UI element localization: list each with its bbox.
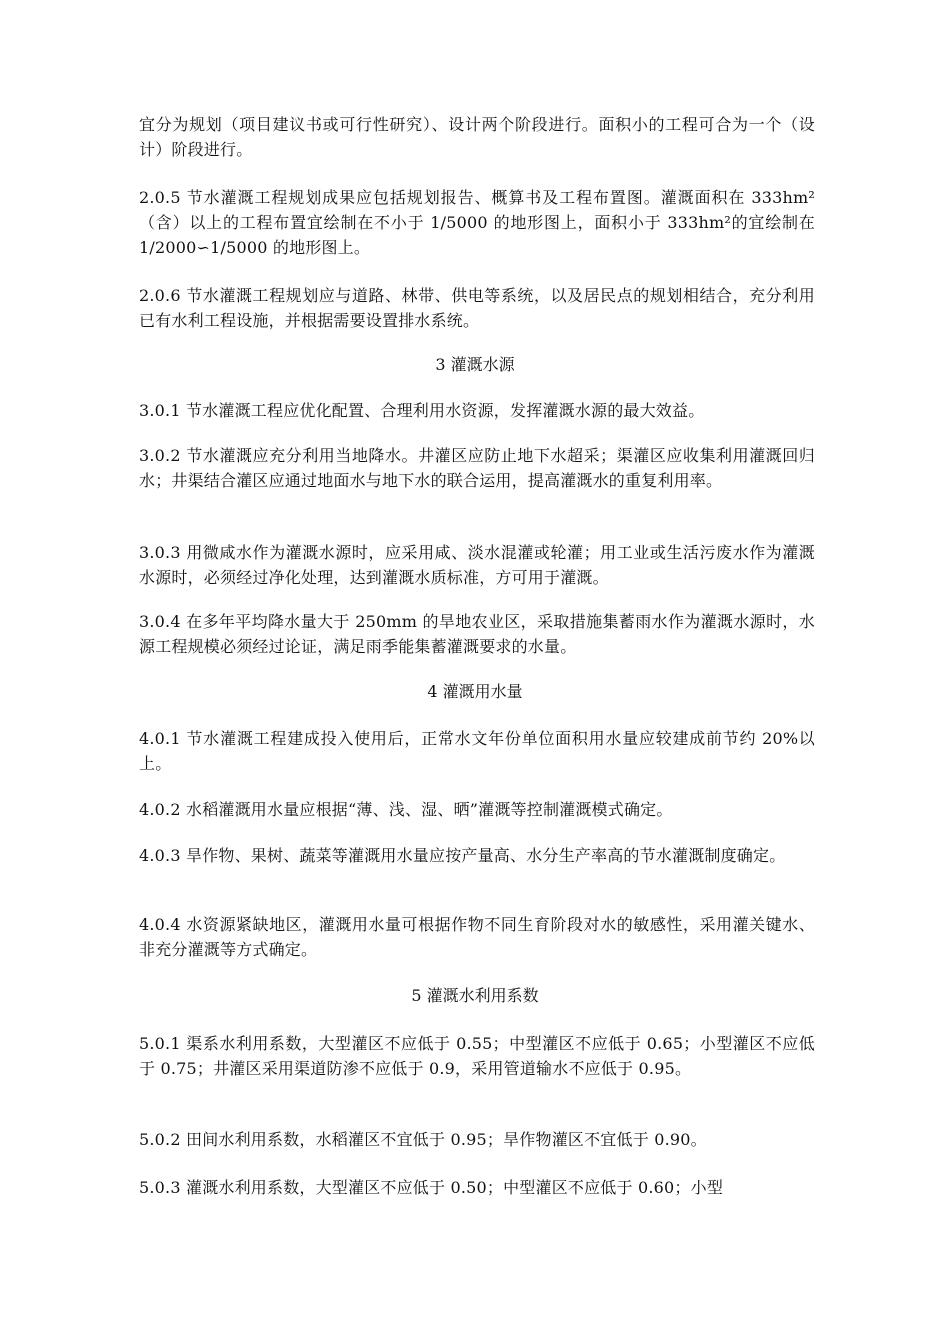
paragraph-4-0-3: 4.0.3 旱作物、果树、蔬菜等灌溉用水量应按产量高、水分生产率高的节水灌溉制度确定。 bbox=[139, 846, 786, 865]
paragraph-4-0-4: 4.0.4 水资源紧缺地区，灌溉用水量可根据作物不同生育阶段对水的敏感性，采用灌关键水、非充分灌溉等方式确定。 bbox=[139, 915, 815, 959]
paragraph-5-0-1: 5.0.1 渠系水利用系数，大型灌区不应低于 0.55；中型灌区不应低于 0.65；小型灌区不应低于 0.75；井灌区采用渠道防渗不应低于 0.9，采用管道输水不应低于 0.95。 bbox=[139, 1034, 815, 1078]
paragraph-3-0-3: 3.0.3 用微咸水作为灌溉水源时，应采用咸、淡水混灌或轮灌；用工业或生活污废水作为灌溉水源时，必须经过净化处理，达到灌溉水质标准，方可用于灌溉。 bbox=[139, 543, 815, 587]
paragraph-5-0-2: 5.0.2 田间水利用系数，水稻灌区不宜低于 0.95；旱作物灌区不宜低于 0.90。 bbox=[139, 1130, 707, 1149]
paragraph-intro: 宜分为规划（项目建议书或可行性研究）、设计两个阶段进行。面积小的工程可合为一个（设计）阶段进行。 bbox=[139, 115, 815, 159]
paragraph-5-0-3: 5.0.3 灌溉水利用系数，大型灌区不应低于 0.50；中型灌区不应低于 0.60；小型 bbox=[139, 1178, 724, 1197]
paragraph-2-0-6: 2.0.6 节水灌溉工程规划应与道路、林带、供电等系统，以及居民点的规划相结合，充分利用已有水利工程设施，并根据需要设置排水系统。 bbox=[139, 286, 815, 330]
paragraph-3-0-2: 3.0.2 节水灌溉应充分利用当地降水。井灌区应防止地下水超采；渠灌区应收集利用灌溉回归水；井渠结合灌区应通过地面水与地下水的联合运用，提高灌溉水的重复利用率。 bbox=[139, 446, 815, 490]
paragraph-4-0-2: 4.0.2 水稻灌溉用水量应根据“薄、浅、湿、晒”灌溉等控制灌溉模式确定。 bbox=[139, 800, 673, 819]
paragraph-2-0-5: 2.0.5 节水灌溉工程规划成果应包括规划报告、概算书及工程布置图。灌溉面积在 333hm²（含）以上的工程布置宜绘制在不小于 1/5000 的地形图上，面积小于 333hm²的宜绘制在 1/2000∽1/5000 的地形图上。 bbox=[139, 188, 815, 257]
paragraph-3-0-4: 3.0.4 在多年平均降水量大于 250mm 的旱地农业区，采取措施集蓄雨水作为灌溉水源时，水源工程规模必须经过论证，满足雨季能集蓄灌溉要求的水量。 bbox=[139, 612, 815, 656]
section-heading-3: 3 灌溉水源 bbox=[435, 355, 515, 374]
section-heading-5: 5 灌溉水利用系数 bbox=[411, 986, 539, 1005]
paragraph-4-0-1: 4.0.1 节水灌溉工程建成投入使用后，正常水文年份单位面积用水量应较建成前节约 20%以上。 bbox=[139, 729, 815, 773]
paragraph-3-0-1: 3.0.1 节水灌溉工程应优化配置、合理利用水资源，发挥灌溉水源的最大效益。 bbox=[139, 401, 705, 420]
section-heading-4: 4 灌溉用水量 bbox=[427, 682, 523, 701]
